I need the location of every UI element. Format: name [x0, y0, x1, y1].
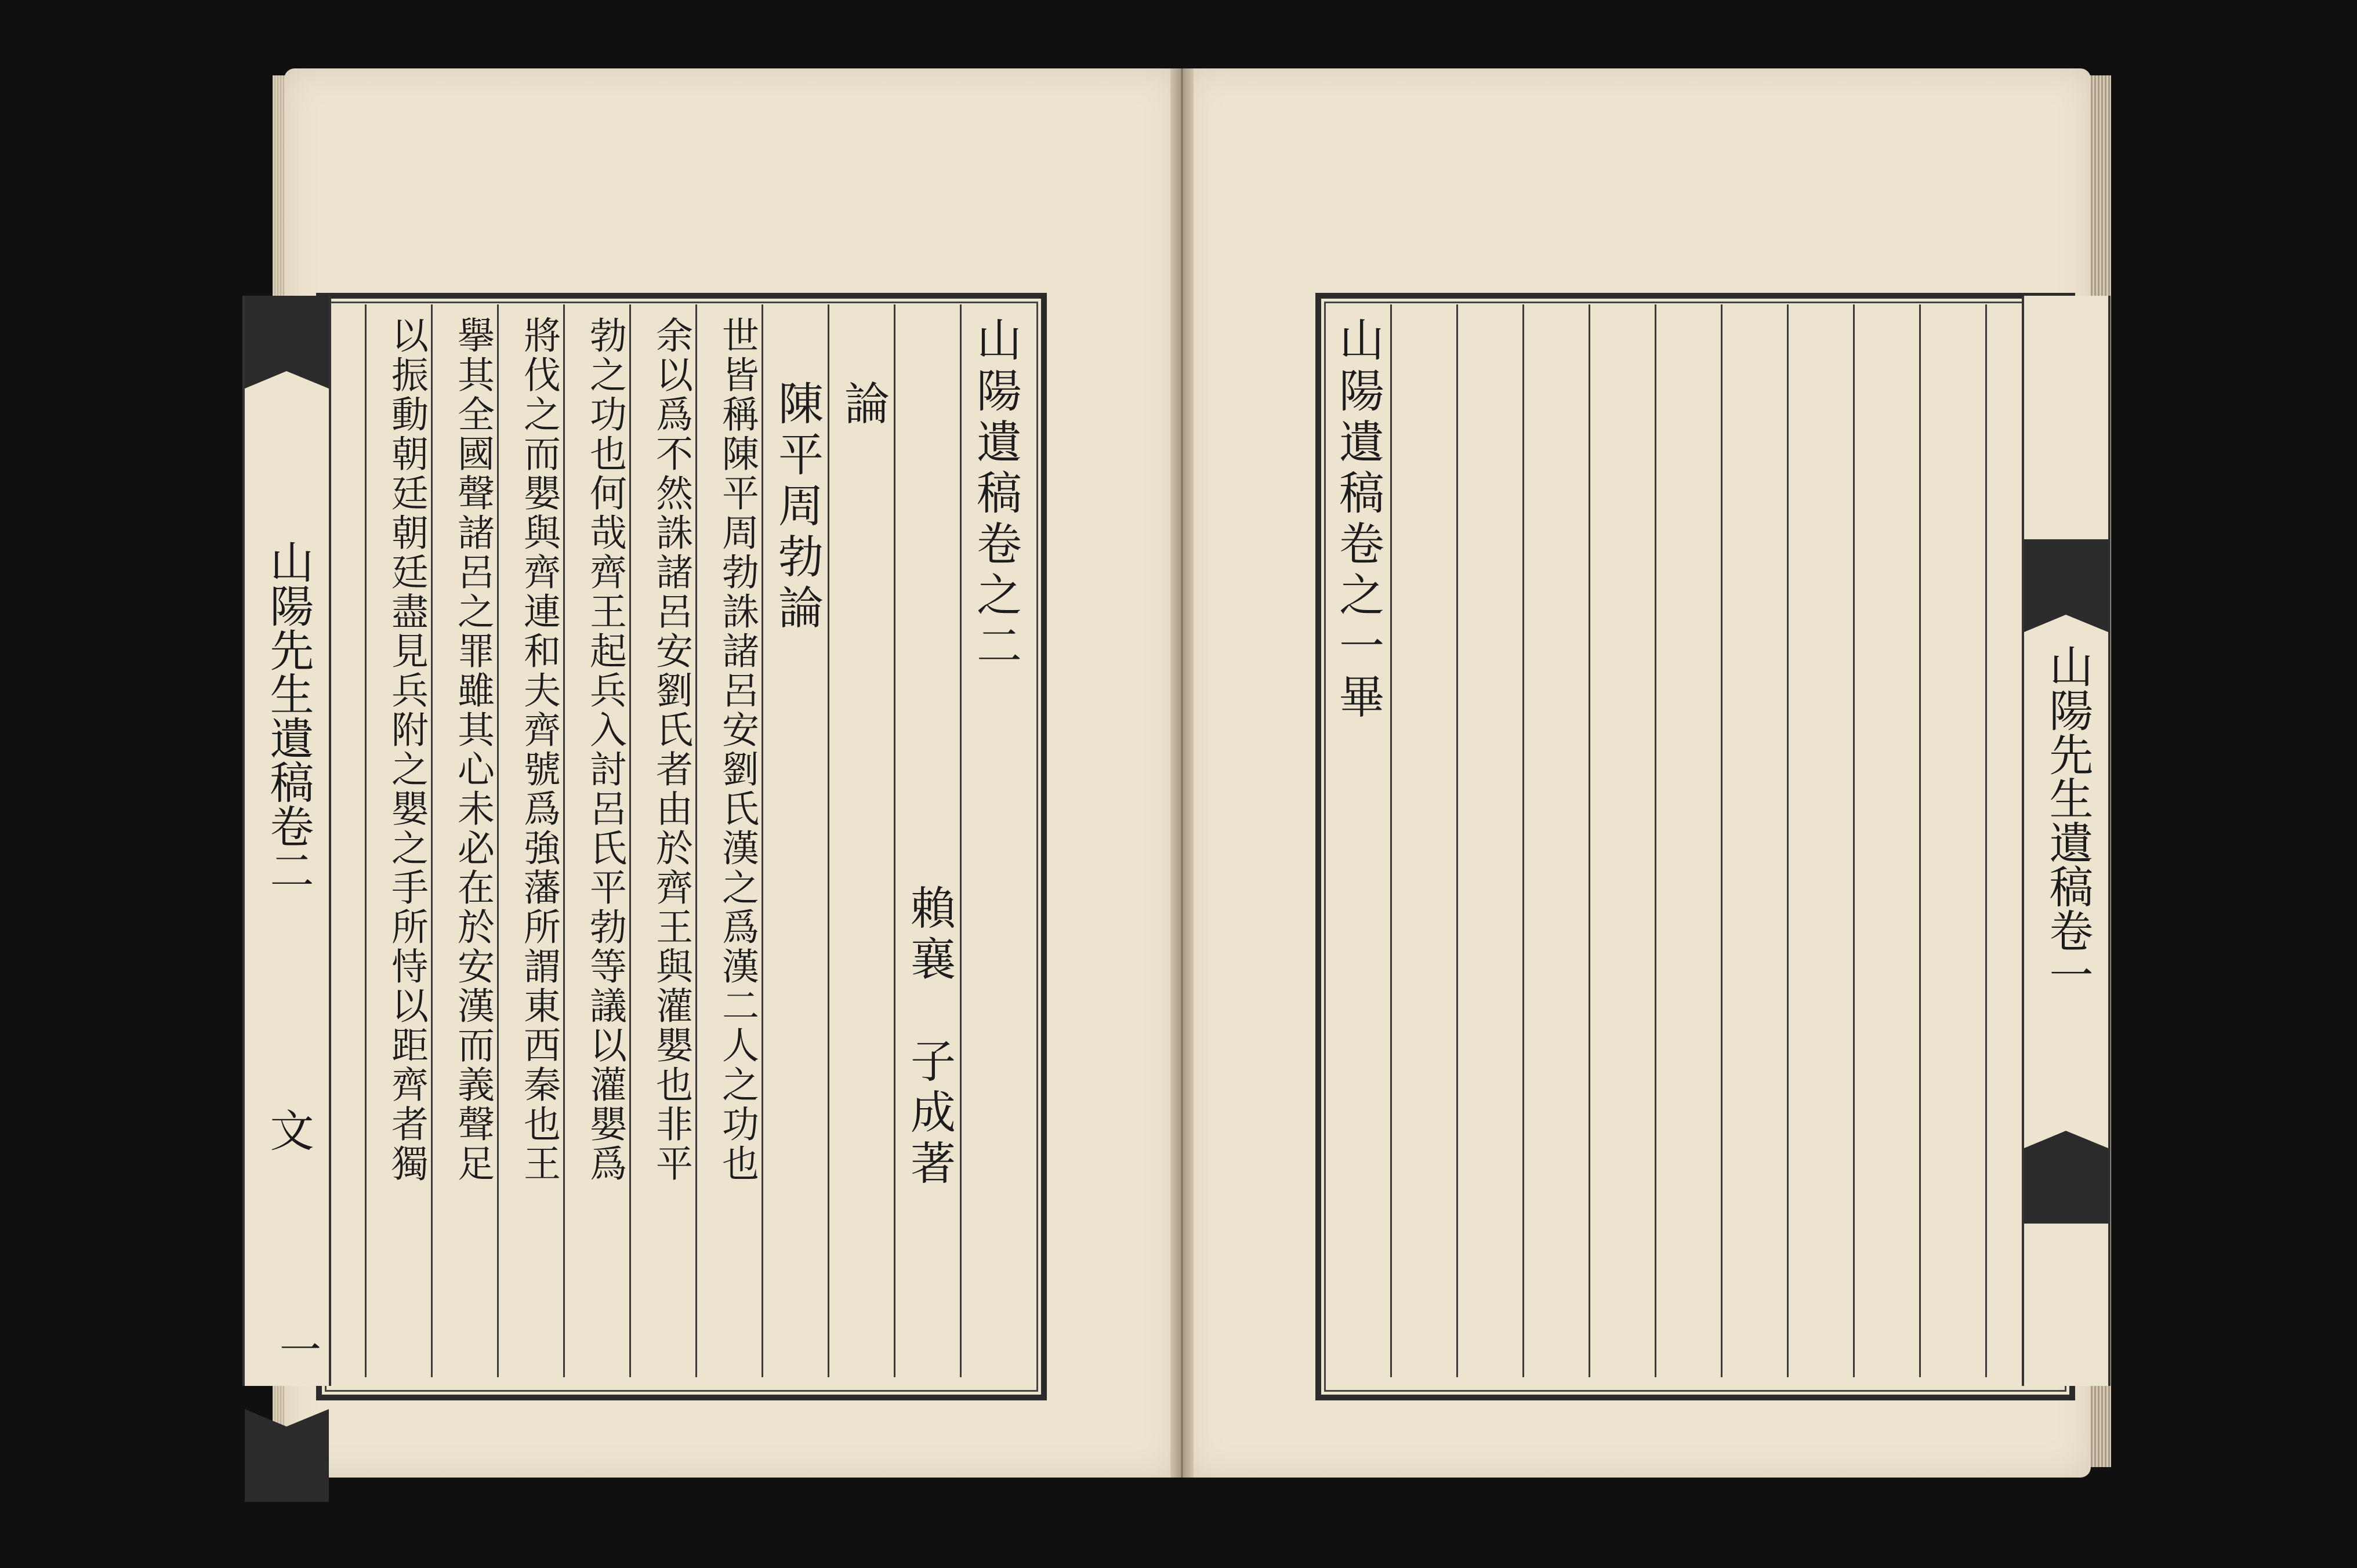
fishtail-mark-icon	[245, 296, 329, 389]
hashira-title: 山陽先生遺稿卷一	[2042, 644, 2094, 996]
genre-heading: 論	[837, 380, 889, 431]
body-text-line: 勃之功也何哉齊王起兵入討呂氏平勃等議以灌嬰爲	[583, 316, 626, 1184]
author-line: 賴襄 子成著	[903, 884, 955, 1190]
folio-number: 一	[273, 1328, 321, 1370]
column-end-title	[1324, 304, 1390, 1377]
empty-column	[1985, 304, 2022, 1377]
volume-title: 山陽遺稿卷之二	[969, 316, 1021, 673]
fishtail-mark-icon	[2024, 1131, 2108, 1224]
column-title	[960, 304, 1028, 1377]
empty-column	[1522, 304, 1590, 1377]
column-body-1	[695, 304, 763, 1377]
empty-column	[1390, 304, 1458, 1377]
column-author	[894, 304, 962, 1377]
fishtail-mark-icon	[245, 1409, 329, 1502]
hashira-section: 文	[263, 1108, 314, 1152]
empty-column	[1787, 304, 1855, 1377]
column-genre	[828, 304, 895, 1377]
column-body-3	[563, 304, 631, 1377]
body-text-line: 世皆稱陳平周勃誅諸呂安劉氏漢之爲漢二人之功也	[716, 316, 759, 1184]
right-center-fold-margin	[2022, 296, 2111, 1386]
empty-column	[1456, 304, 1524, 1377]
empty-column	[1919, 304, 1987, 1377]
column-body-4	[497, 304, 565, 1377]
body-text-line: 以振動朝廷朝廷盡見兵附之嬰之手所恃以距齊者獨	[385, 316, 428, 1184]
column-essay-title	[762, 304, 829, 1377]
book-gutter	[1170, 68, 1194, 1478]
empty-column	[1589, 304, 1656, 1377]
column-body-5	[431, 304, 499, 1377]
body-text-line: 將伐之而嬰與齊連和夫齊號爲強藩所謂東西秦也王	[517, 316, 560, 1184]
column-body-2	[629, 304, 697, 1377]
body-text-line: 擧其全國聲諸呂之罪雖其心未必在於安漢而義聲足	[451, 316, 494, 1184]
column-body-6	[365, 304, 433, 1377]
body-text-line: 余以爲不然誅諸呂安劉氏者由於齊王與灌嬰也非平	[650, 316, 692, 1184]
left-center-fold-margin	[242, 296, 331, 1386]
volume-end-title: 山陽遺稿卷之一畢	[1332, 316, 1384, 724]
hashira-title: 山陽先生遺稿卷二	[263, 539, 314, 892]
empty-column	[1853, 304, 1921, 1377]
essay-title: 陳平周勃論	[771, 380, 823, 635]
empty-column	[1655, 304, 1723, 1377]
fishtail-mark-icon	[2024, 539, 2108, 632]
empty-column	[1721, 304, 1789, 1377]
